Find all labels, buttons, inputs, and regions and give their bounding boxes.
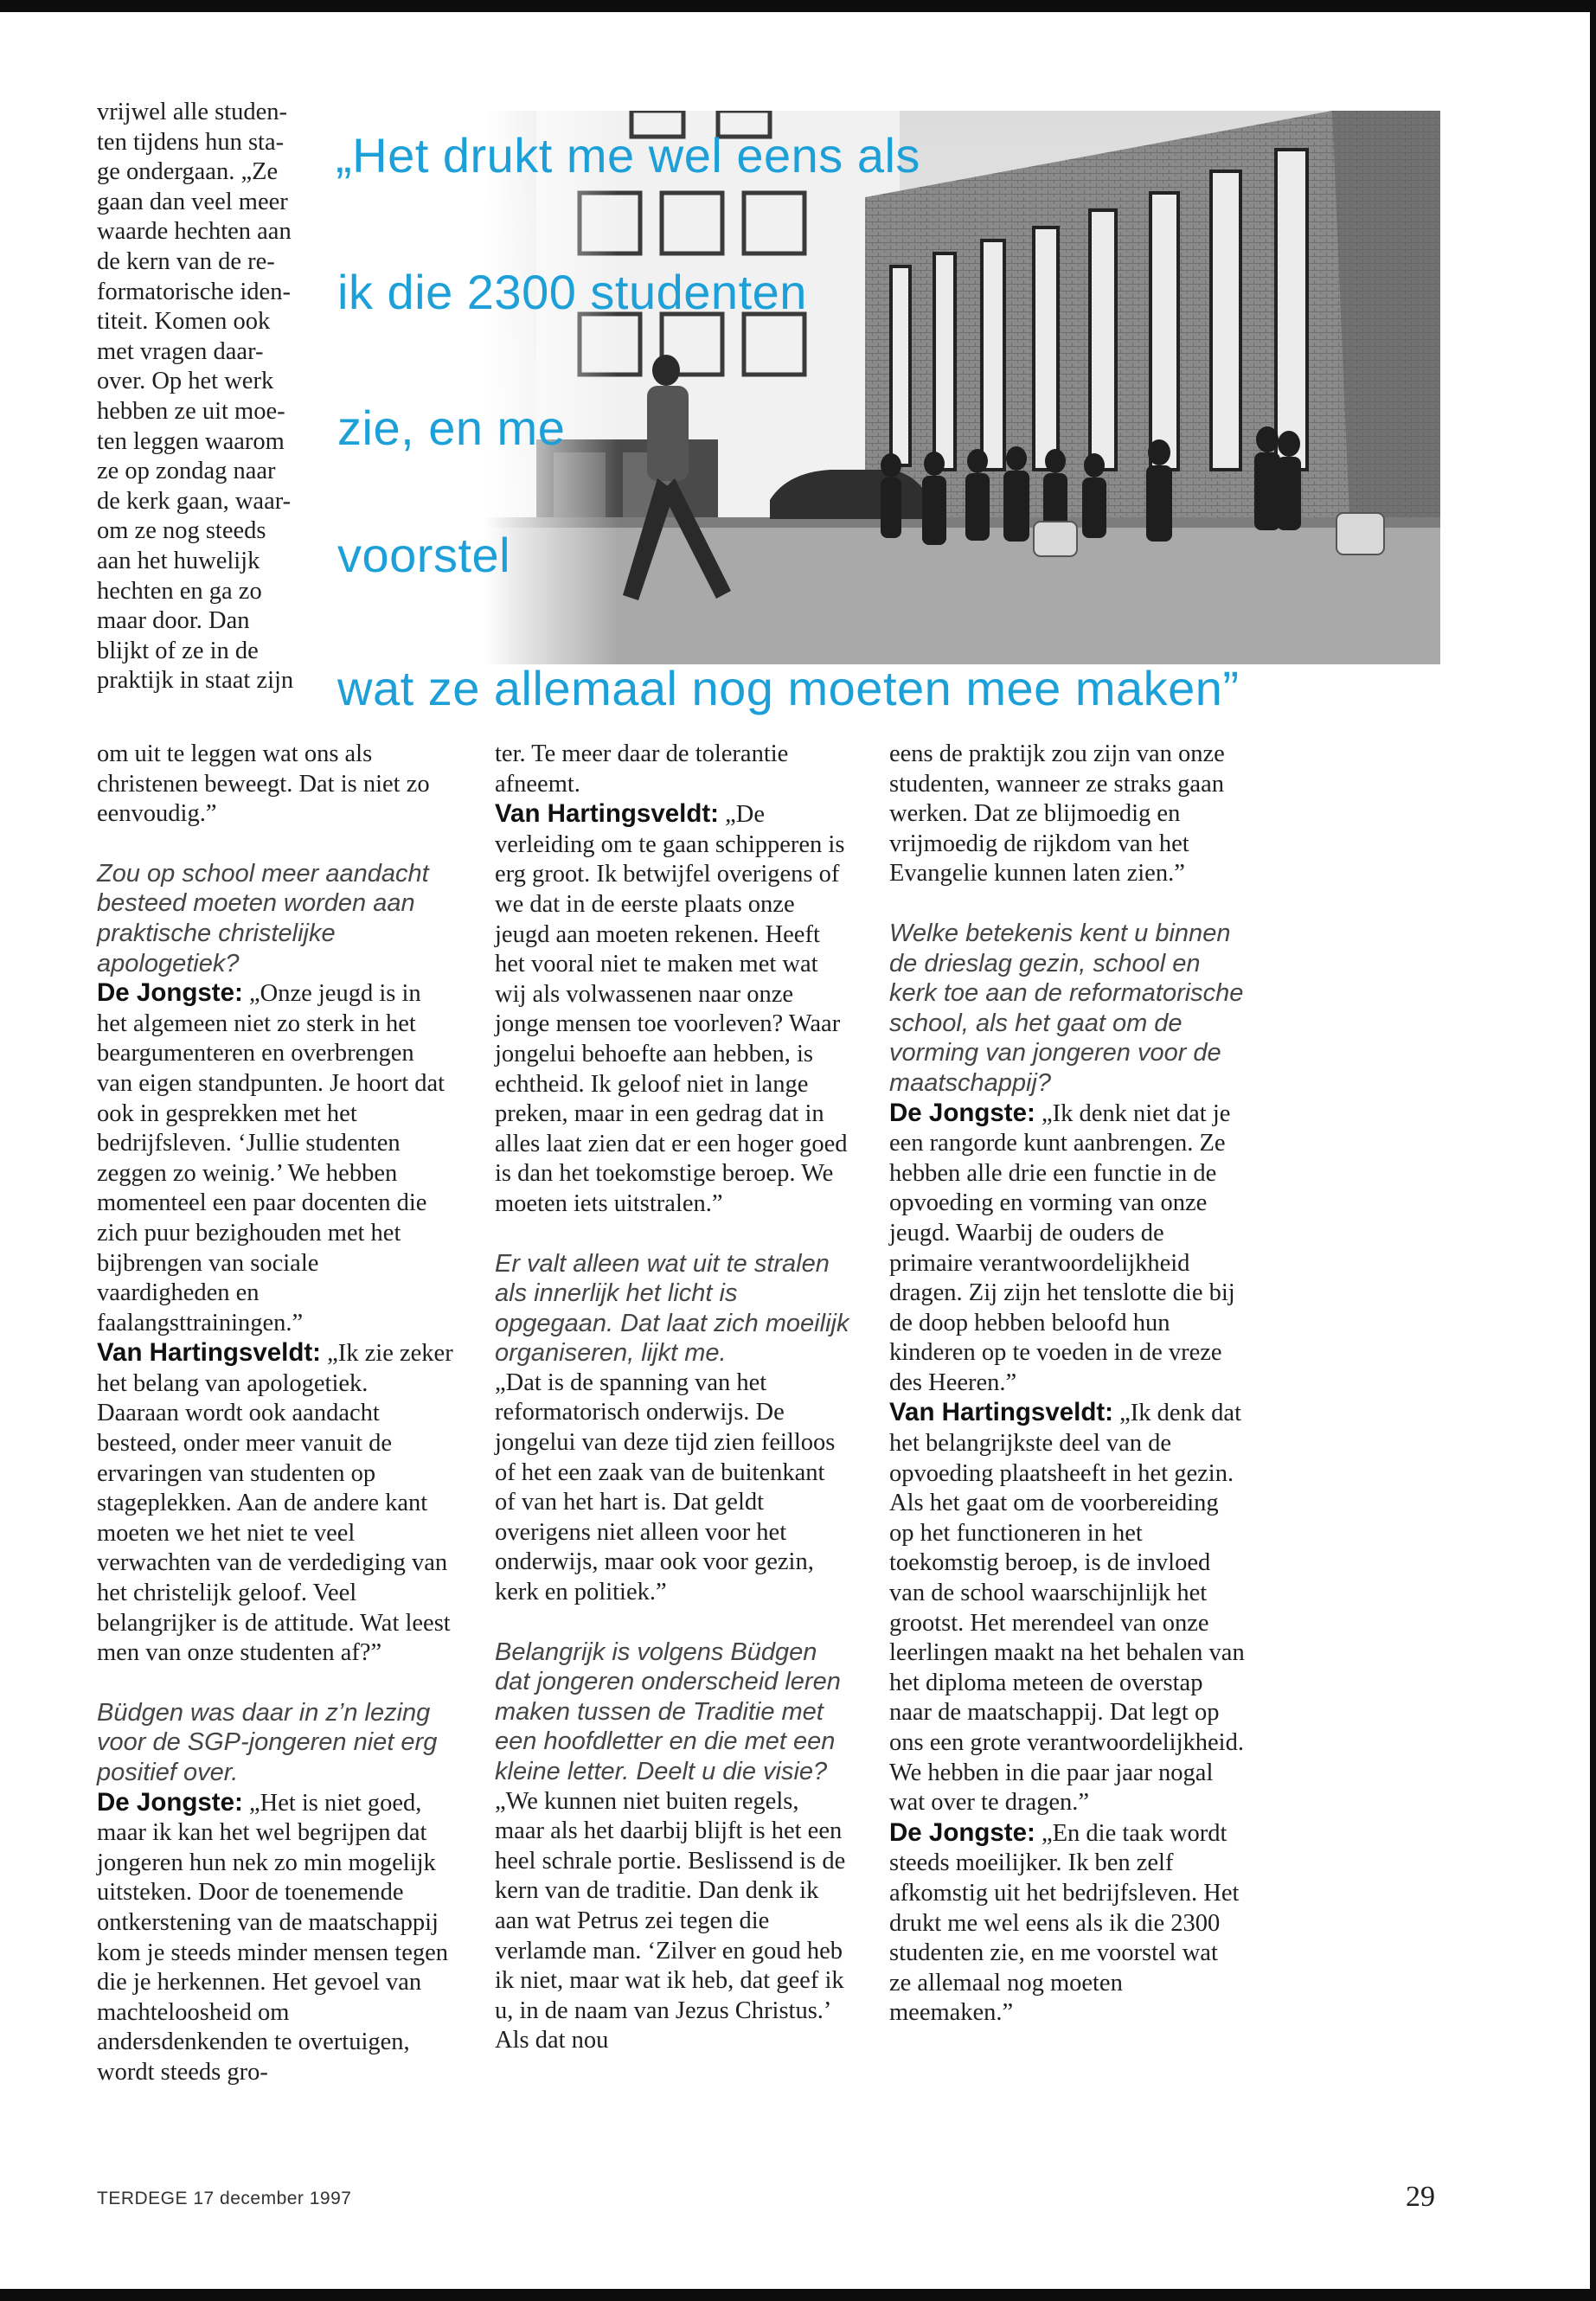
intro-line: aan het huwelijk xyxy=(97,547,260,574)
intro-line: formatorische iden- xyxy=(97,278,291,305)
article-column-1 xyxy=(97,740,453,2088)
pull-quote-line-4: voorstel xyxy=(337,528,511,582)
intro-line: de kerk gaan, waar- xyxy=(97,487,292,515)
interview-question: Büdgen was daar in z’n lezing voor de SGP-jongeren niet erg positief over. xyxy=(97,1698,438,1786)
page-frame-bottom xyxy=(0,2289,1596,2301)
answer-paragraph xyxy=(97,1338,453,1669)
intro-line: blijkt of ze in de xyxy=(97,637,259,664)
intro-line: ten tijdens hun sta- xyxy=(97,128,285,156)
intro-paragraph xyxy=(97,98,356,696)
body-paragraph: „We kunnen niet buiten regels, maar als het daarbij blijft is het een heel schrale portie. Beslissend is de kern van de traditie. Dan denk ik aan wat Petrus zei tegen die verlamde man. ‘Zilver en goud heb ik niet, maar wat ik heb, dat geef ik u, in de naam van Jezus Christus.’ Als dat nou xyxy=(495,1787,846,2054)
intro-line: vrijwel alle studen- xyxy=(97,99,288,125)
intro-line: titeit. Komen ook xyxy=(97,308,271,336)
intro-line: ge ondergaan. „Ze xyxy=(97,158,279,186)
page-frame-top xyxy=(0,0,1596,12)
page-frame-right xyxy=(1590,0,1596,2301)
answer-text: „Ik denk dat het belangrijkste deel van de opvoeding plaatsheeft in het gezin. Als het gaat om de voorbereiding op het functioneren in het toekomstig beroep, is de invloed van de school waarschijnlijk het grootst. Het merendeel van onze leerlingen maakt na het behalen van het diploma meteen de overstap naar de maatschappij. Dat legt op ons een grote verantwoordelijkheid. We hebben in die paar jaar nogal wat over te dragen.” xyxy=(889,1400,1245,1817)
pull-quote-line-1: „Het drukt me wel eens als xyxy=(336,128,920,183)
answer-text: „Onze jeugd is in het algemeen niet zo sterk in het beargumenteren en overbrengen van eigen standpunten. Je hoort dat ook in gesprekken met het bedrijfsleven. ‘Jullie studenten zeggen zo weinig.’ We hebben momenteel een paar docenten die zich puur bezighouden met het bijbrengen van sociale vaardigheden en faalangsttrainingen.” xyxy=(97,980,445,1336)
answer-paragraph xyxy=(97,978,453,1338)
speaker-name: De Jongste: xyxy=(889,1817,1035,1847)
intro-line: waarde hechten aan xyxy=(97,218,292,246)
speaker-name: Van Hartingsveldt: xyxy=(97,1338,322,1368)
body-paragraph: ter. Te meer daar de tolerantie afneemt. xyxy=(495,740,789,798)
intro-line: praktijk in staat zijn xyxy=(97,667,294,695)
intro-line: ze op zondag naar xyxy=(97,458,276,485)
article-column-3 xyxy=(889,740,1246,2029)
speaker-name: De Jongste: xyxy=(889,1098,1035,1127)
page-number: 29 xyxy=(1406,2181,1435,2213)
answer-paragraph xyxy=(889,1099,1246,1399)
answer-text: „Ik zie zeker het belang van apologetiek. Daaraan wordt ook aandacht besteed, onder meer vanuit de ervaringen van studenten op stageplekken. Aan de andere kant moeten we het niet te veel verwachten van de verdediging van het christelijk geloof. Veel belangrijker is de attitude. Wat leest men van onze studenten af?” xyxy=(97,1340,453,1667)
answer-paragraph xyxy=(495,799,851,1219)
answer-paragraph xyxy=(97,1788,453,2088)
speaker-name: Van Hartingsveldt: xyxy=(889,1398,1114,1427)
body-paragraph: om uit te leggen wat ons als christenen beweegt. Dat is niet zo eenvoudig.” xyxy=(97,740,430,828)
pull-quote-line-5: wat ze allemaal nog moeten mee maken” xyxy=(337,661,1240,715)
speaker-name: De Jongste: xyxy=(97,1787,243,1817)
answer-text: „Het is niet goed, maar ik kan het wel begrijpen dat jongeren hun nek zo min mogelijk uitsteken. Door de toenemende ontkerstening van de maatschappij kom je steeds minder mensen tegen die je herkennen. Het gevoel van machteloosheid om andersdenkenden te overtuigen, wordt steeds gro- xyxy=(97,1789,449,2086)
intro-line: maar door. Dan xyxy=(97,607,250,635)
body-paragraph: eens de praktijk zou zijn van onze studenten, wanneer ze straks gaan werken. Dat ze blijmoedig en vrijmoedig de rijkdom van het Evangelie kunnen laten zien.” xyxy=(889,740,1225,888)
pull-quote-line-3: zie, en me xyxy=(337,401,566,455)
answer-text: „En die taak wordt steeds moeilijker. Ik ben zelf afkomstig uit het bedrijfsleven. Het drukt me wel eens als ik die 2300 studenten zie, en me voorstel wat ze allemaal nog moeten meemaken.” xyxy=(889,1819,1240,2027)
intro-line: hechten en ga zo xyxy=(97,577,262,605)
answer-text: „Ik denk niet dat je een rangorde kunt aanbrengen. Ze hebben alle drie een functie in de opvoeding en vorming van onze jeugd. Waarbij de ouders de primaire verantwoordelijkheid dragen. Zij zijn het tenslotte die bij de doop hebben beloofd hun kinderen op te voeden in de vreze des Heeren.” xyxy=(889,1099,1235,1396)
answer-paragraph xyxy=(889,1818,1246,2029)
interview-question: Welke betekenis kent u binnen de drieslag gezin, school en kerk toe aan de reformatorische school, als het gaat om de vorming van jongeren voor de maatschappij? xyxy=(889,919,1244,1097)
intro-line: hebben ze uit moe- xyxy=(97,397,285,425)
school-building-photo xyxy=(484,111,1440,664)
intro-line: ten leggen waarom xyxy=(97,427,285,455)
intro-line: over. Op het werk xyxy=(97,368,274,395)
answer-text: „De verleiding om te gaan schipperen is erg groot. Ik betwijfel overigens of we dat in de eerste plaats onze jeugd aan moeten rekenen. Heeft het vooral niet te maken met wat wij als volwassenen naar onze jonge mensen toe voorleven? Waar jongelui behoefte aan hebben, is echtheid. Ik geloof niet in lange preken, maar in een gedrag dat in alles laat zien dat er een hoger goed is dan het toekomstige beroep. We moeten iets uitstralen.” xyxy=(495,801,848,1217)
interview-question: Er valt alleen wat uit te stralen als innerlijk het licht is opgegaan. Dat laat zich moeilijk organiseren, lijkt me. xyxy=(495,1249,849,1368)
article-column-2 xyxy=(495,740,851,2056)
intro-line: de kern van de re- xyxy=(97,247,275,275)
intro-line: met vragen daar- xyxy=(97,337,264,365)
answer-paragraph xyxy=(889,1398,1246,1817)
interview-question: Belangrijk is volgens Büdgen dat jongeren onderscheid leren maken tussen de Traditie met een hoofdletter en die met een kleine letter. Deelt u die visie? xyxy=(495,1638,841,1785)
speaker-name: Van Hartingsveldt: xyxy=(495,799,720,829)
intro-line: om ze nog steeds xyxy=(97,517,266,545)
body-paragraph: „Dat is de spanning van het reformatorisch onderwijs. De jongelui van deze tijd zien feilloos of het een zaak van de buitenkant of van het hart is. Dat geldt overigens niet alleen voor het onderwijs, maar ook voor gezin, kerk en politiek.” xyxy=(495,1368,836,1606)
intro-line: gaan dan veel meer xyxy=(97,188,288,215)
interview-question: Zou op school meer aandacht besteed moeten worden aan praktische christelijke apologetiek? xyxy=(97,859,429,977)
speaker-name: De Jongste: xyxy=(97,978,243,1008)
pull-quote-line-2: ik die 2300 studenten xyxy=(337,265,807,319)
magazine-footer: TERDEGE 17 december 1997 xyxy=(97,2189,352,2208)
